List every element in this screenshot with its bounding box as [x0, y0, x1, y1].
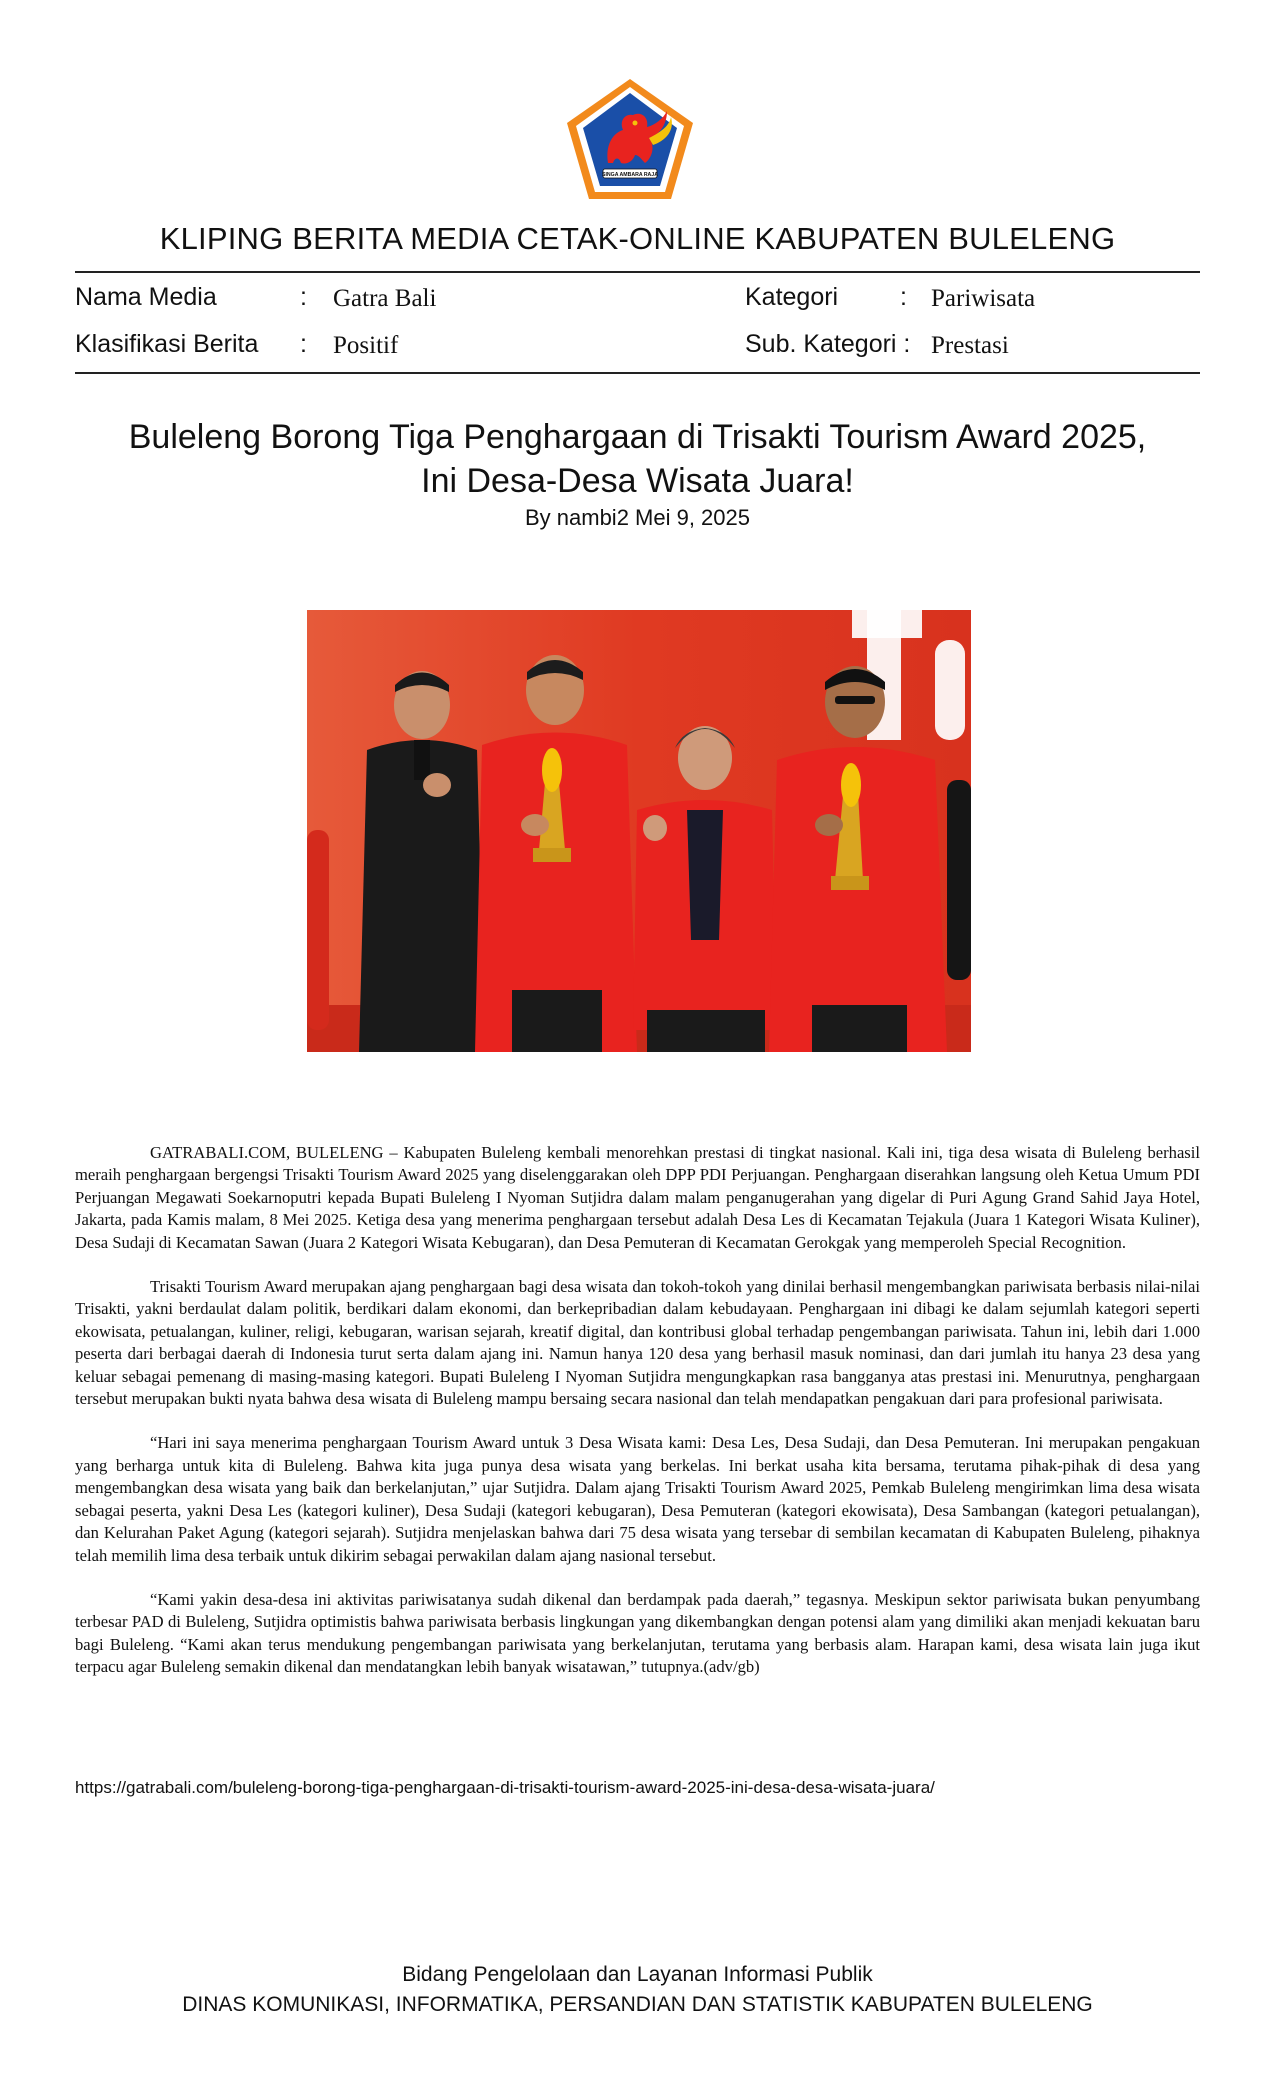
article-byline: By nambi2 Mei 9, 2025 — [524, 505, 751, 530]
klasifikasi-label: Klasifikasi Berita — [75, 330, 259, 358]
article-paragraph-1: GATRABALI.COM, BULELENG – Kabupaten Buleleng kembali menorehkan prestasi di tingkat nasional. Kali ini, tiga desa wisata di Buleleng berhasil meraih penghargaan bergengsi Trisakti Tourism Award 2025 yang diselenggarakan oleh DPP PDI Perjuangan. Penghargaan diserahkan langsung oleh Ketua Umum PDI Perjuangan Megawati Soekarnoputri kepada Bupati Buleleng I Nyoman Sutjidra dalam malam penganugerahan yang digelar di Puri Agung Grand Sahid Jaya Hotel, Jakarta, pada Kamis malam, 8 Mei 2025. Ketiga desa yang menerima penghargaan tersebut adalah Desa Les di Kecamatan Tejakula (Juara 1 Kategori Wisata Kuliner), Desa Sudaji di Kecamatan Sawan (Juara 2 Kategori Wisata Kebugaran), dan Desa Pemuteran di Kecamatan Gerokgak yang memperoleh Special Recognition. — [75, 1143, 1200, 1252]
article-title-line-1: Buleleng Borong Tiga Penghargaan di Trisakti Tourism Award 2025, — [128, 418, 1147, 456]
nama-media-label: Nama Media — [75, 283, 217, 311]
article-title — [75, 415, 1200, 503]
klasifikasi-colon: : — [300, 330, 307, 358]
kategori-value: Pariwisata — [931, 285, 1036, 312]
footer-department: Bidang Pengelolaan dan Layanan Informasi Publik — [402, 1963, 873, 1986]
sub-kategori-label: Sub. Kategori : — [745, 330, 911, 358]
nama-media-colon: : — [300, 283, 307, 311]
sub-kategori-value: Prestasi — [931, 332, 1009, 359]
article-paragraph-4: “Kami yakin desa-desa ini aktivitas pariwisatanya sudah dikenal dan berdampak pada daerah,” tegasnya. Meskipun sektor pariwisata bukan penyumbang terbesar PAD di Buleleng, Sutjidra optimistis bahwa pariwisata berbasis lingkungan yang dikembangkan dengan potensi alam yang dimiliki akan menjadi kekuatan baru bagi Buleleng. “Kami akan terus mendukung pengembangan pariwisata yang berkelanjutan, terutama yang berbasis alam. Harapan kami, desa wisata lain juga ikut terpacu agar Buleleng semakin dikenal dan mendatangkan lebih banyak wisatawan,” tutupnya.(adv/gb) — [75, 1589, 1200, 1677]
header-divider-top — [75, 271, 1200, 273]
article-title-line-2: Ini Desa-Desa Wisata Juara! — [421, 462, 854, 500]
article-paragraph-3: “Hari ini saya menerima penghargaan Tourism Award untuk 3 Desa Wisata kami: Desa Les, Desa Sudaji, dan Desa Pemuteran. Ini merupakan pengakuan yang berharga untuk kita di Buleleng. Bahwa kita juga punya desa wisata yang berkelas. Ini berkat usaha kita bersama, terutama pihak-pihak di desa yang mengembangkan desa wisata yang baik dan berkelanjutan,” ujar Sutjidra. Dalam ajang Trisakti Tourism Award 2025, Pemkab Buleleng mengirimkan lima desa wisata sebagai peserta, yakni Desa Les (kategori kuliner), Desa Sudaji (kategori kebugaran), Desa Pemuteran (kategori ekowisata), Desa Sambangan (kategori petualangan), dan Kelurahan Paket Agung (kategori sejarah). Sutjidra menjelaskan bahwa dari 75 desa wisata yang tersebar di sembilan kecamatan di Kabupaten Buleleng, pihaknya telah memilih lima desa terbaik untuk dikirim sebagai perwakilan dalam ajang nasional tersebut. — [75, 1433, 1200, 1565]
source-url-link[interactable]: https://gatrabali.com/buleleng-borong-tiga-penghargaan-di-trisakti-tourism-award-2025-ini-desa-desa-wisata-juara/ — [75, 1778, 935, 1797]
page-title: KLIPING BERITA MEDIA CETAK-ONLINE KABUPATEN BULELENG — [159, 221, 1116, 256]
nama-media-value: Gatra Bali — [333, 285, 437, 312]
svg-text:SINGA AMBARA RAJA: SINGA AMBARA RAJA — [602, 172, 658, 178]
footer-agency: DINAS KOMUNIKASI, INFORMATIKA, PERSANDIAN DAN STATISTIK KABUPATEN BULELENG — [182, 1993, 1093, 2016]
award-ceremony-photo — [307, 610, 971, 1052]
article-body — [75, 1142, 1200, 1701]
article-paragraph-2: Trisakti Tourism Award merupakan ajang penghargaan bagi desa wisata dan tokoh-tokoh yang dinilai berhasil mengembangkan pariwisata berbasis nilai-nilai Trisakti, yakni berdaulat dalam politik, berdikari dalam ekonomi, dan berkepribadian dalam kebudayaan. Penghargaan ini dibagi ke dalam sejumlah kategori seperti ekowisata, petualangan, kuliner, religi, kebugaran, warisan sejarah, kreatif digital, dan kontribusi global terhadap pengembangan pariwisata. Tahun ini, lebih dari 1.000 peserta dari berbagai daerah di Indonesia turut serta dalam ajang ini. Namun hanya 120 desa yang berhasil masuk nominasi, dan dari jumlah itu hanya 23 desa yang keluar sebagai pemenang di masing-masing kategori. Bupati Buleleng I Nyoman Sutjidra mengungkapkan rasa bangganya atas prestasi ini. Menurutnya, penghargaan tersebut merupakan bukti nyata bahwa desa wisata di Buleleng mampu bersaing secara nasional dan telah mendapatkan pengakuan dari para profesional pariwisata. — [75, 1277, 1200, 1409]
klasifikasi-value: Positif — [333, 332, 399, 359]
kategori-label: Kategori — [745, 283, 839, 311]
buleleng-coat-of-arms-icon — [563, 75, 697, 203]
kategori-colon: : — [900, 283, 907, 311]
header-divider-bottom — [75, 372, 1200, 374]
